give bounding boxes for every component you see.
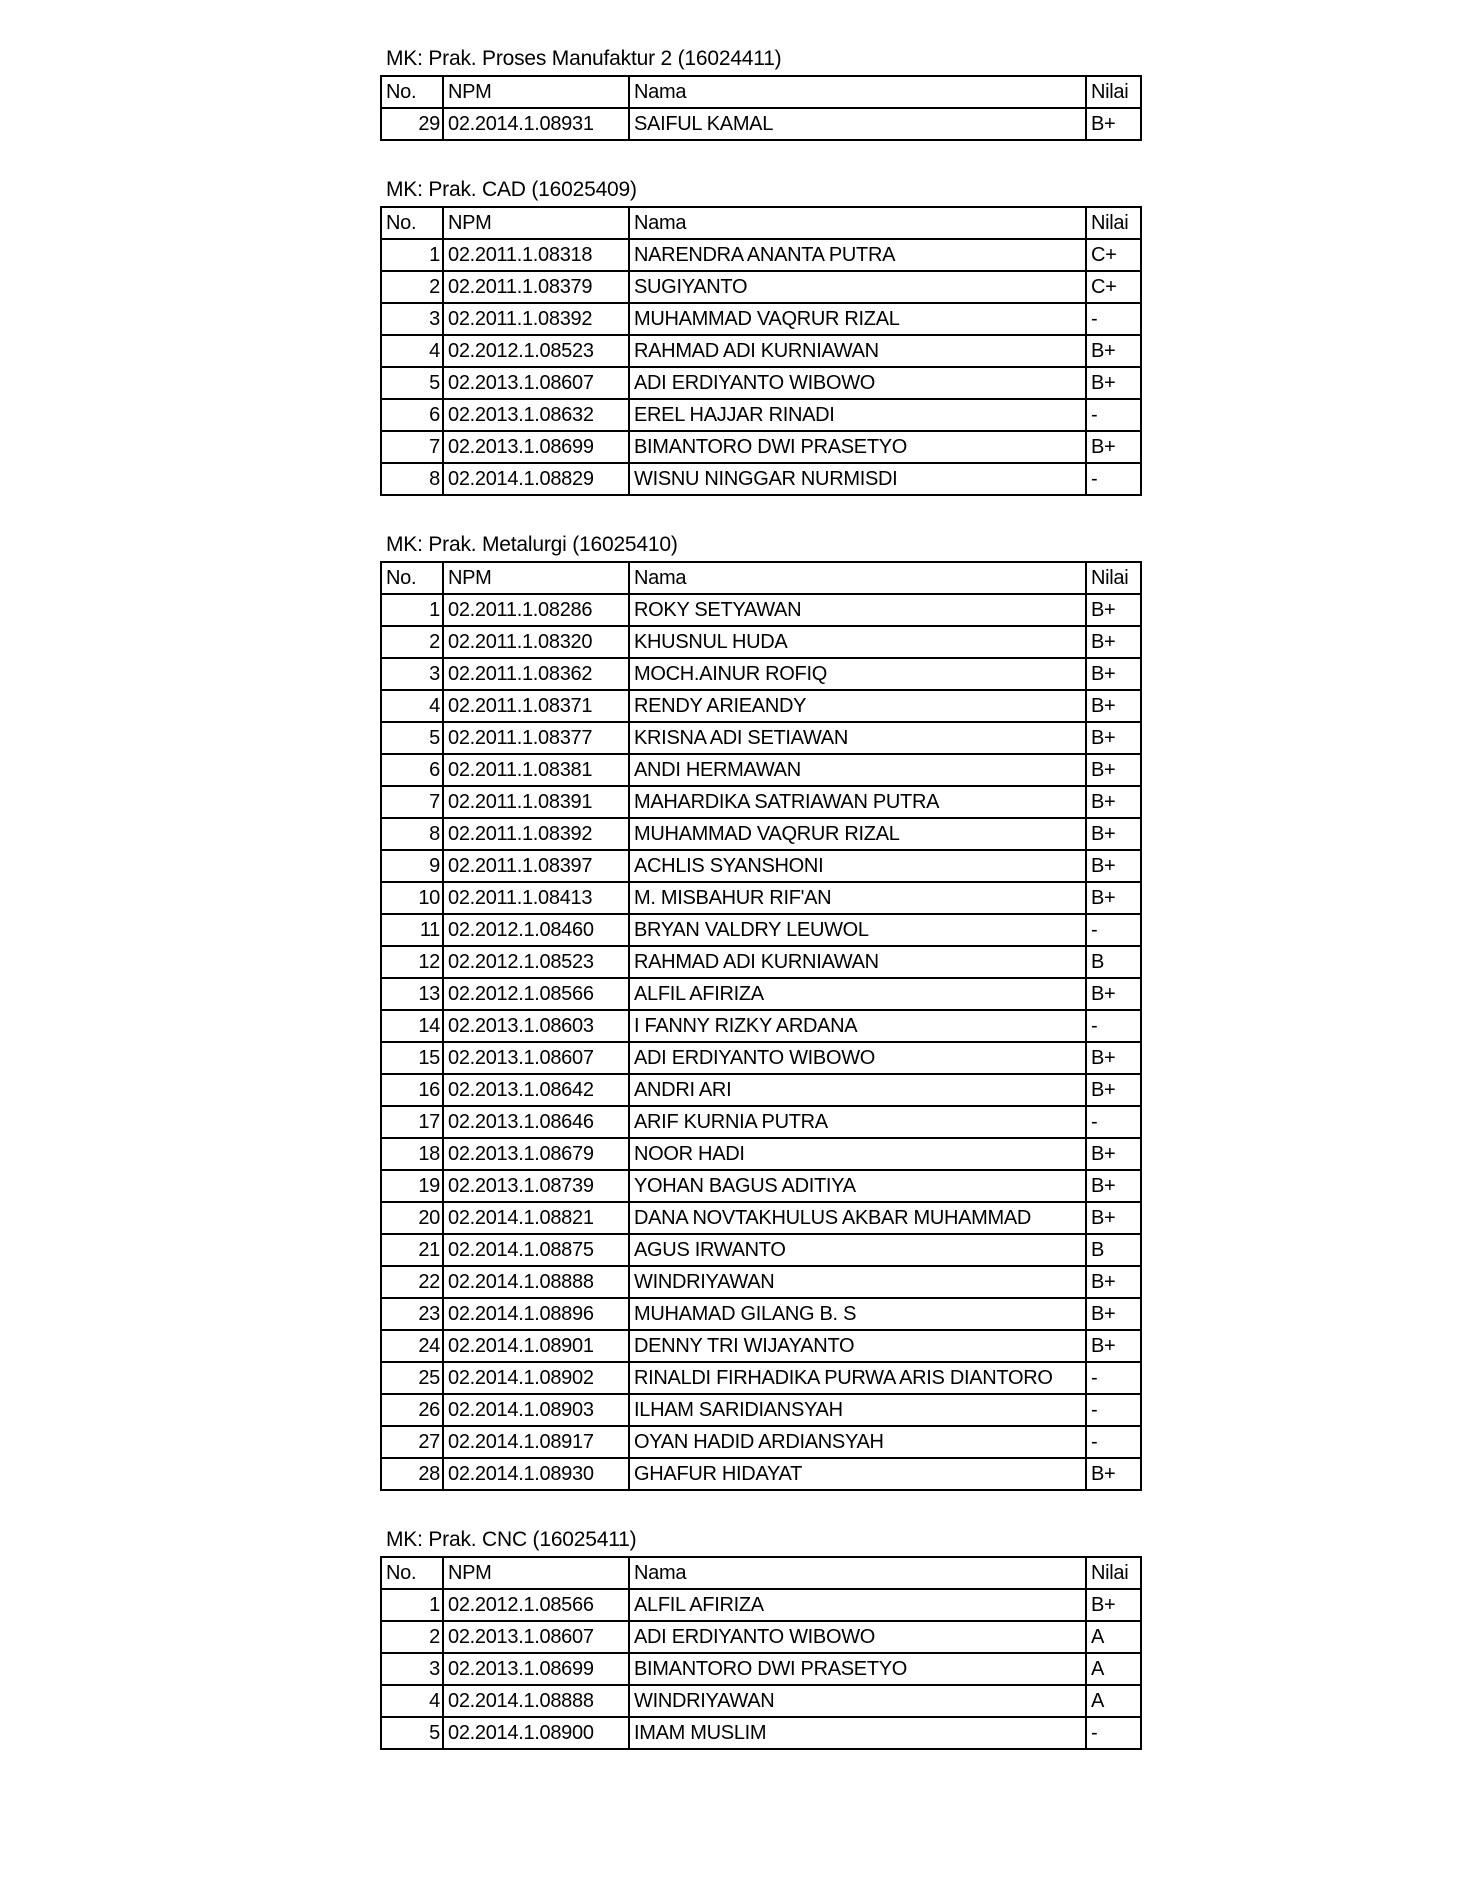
cell-nama: WISNU NINGGAR NURMISDI	[629, 463, 1086, 495]
cell-nilai: -	[1086, 1362, 1141, 1394]
col-header-npm: NPM	[443, 76, 629, 108]
cell-no: 2	[381, 271, 443, 303]
cell-nilai: B+	[1086, 754, 1141, 786]
cell-no: 1	[381, 239, 443, 271]
cell-npm: 02.2011.1.08392	[443, 818, 629, 850]
student-row	[381, 108, 1141, 140]
cell-nama: I FANNY RIZKY ARDANA	[629, 1010, 1086, 1042]
cell-nama: MUHAMMAD VAQRUR RIZAL	[629, 818, 1086, 850]
cell-no: 4	[381, 335, 443, 367]
student-row	[381, 658, 1141, 690]
col-header-npm: NPM	[443, 562, 629, 594]
cell-npm: 02.2011.1.08371	[443, 690, 629, 722]
cell-no: 24	[381, 1330, 443, 1362]
cell-no: 27	[381, 1426, 443, 1458]
cell-npm: 02.2013.1.08603	[443, 1010, 629, 1042]
cell-nilai: B	[1086, 1234, 1141, 1266]
cell-nilai: B+	[1086, 1202, 1141, 1234]
cell-npm: 02.2012.1.08566	[443, 1589, 629, 1621]
grade-table-body	[381, 1589, 1141, 1749]
student-row	[381, 1170, 1141, 1202]
student-row	[381, 1717, 1141, 1749]
cell-npm: 02.2011.1.08286	[443, 594, 629, 626]
cell-npm: 02.2014.1.08896	[443, 1298, 629, 1330]
cell-no: 1	[381, 1589, 443, 1621]
cell-npm: 02.2013.1.08632	[443, 399, 629, 431]
cell-npm: 02.2011.1.08362	[443, 658, 629, 690]
cell-nama: ADI ERDIYANTO WIBOWO	[629, 367, 1086, 399]
student-row	[381, 335, 1141, 367]
cell-nilai: B+	[1086, 786, 1141, 818]
cell-npm: 02.2011.1.08377	[443, 722, 629, 754]
cell-nilai: B+	[1086, 594, 1141, 626]
student-row	[381, 1685, 1141, 1717]
cell-npm: 02.2013.1.08607	[443, 1042, 629, 1074]
cell-nilai: B	[1086, 946, 1141, 978]
col-header-no: No.	[381, 207, 443, 239]
cell-npm: 02.2014.1.08829	[443, 463, 629, 495]
cell-nama: DANA NOVTAKHULUS AKBAR MUHAMMAD	[629, 1202, 1086, 1234]
cell-npm: 02.2011.1.08318	[443, 239, 629, 271]
cell-nilai: B+	[1086, 658, 1141, 690]
student-row	[381, 1621, 1141, 1653]
cell-nama: SUGIYANTO	[629, 271, 1086, 303]
cell-nama: IMAM MUSLIM	[629, 1717, 1086, 1749]
cell-nama: RAHMAD ADI KURNIAWAN	[629, 335, 1086, 367]
cell-nilai: A	[1086, 1621, 1141, 1653]
cell-npm: 02.2011.1.08391	[443, 786, 629, 818]
cell-no: 19	[381, 1170, 443, 1202]
cell-nilai: C+	[1086, 271, 1141, 303]
cell-npm: 02.2013.1.08646	[443, 1106, 629, 1138]
grade-table-body	[381, 239, 1141, 495]
cell-nilai: B+	[1086, 1170, 1141, 1202]
cell-nama: YOHAN BAGUS ADITIYA	[629, 1170, 1086, 1202]
cell-nama: WINDRIYAWAN	[629, 1685, 1086, 1717]
cell-nama: BIMANTORO DWI PRASETYO	[629, 431, 1086, 463]
col-header-no: No.	[381, 1557, 443, 1589]
cell-no: 17	[381, 1106, 443, 1138]
cell-no: 13	[381, 978, 443, 1010]
cell-nama: MAHARDIKA SATRIAWAN PUTRA	[629, 786, 1086, 818]
cell-nama: MUHAMAD GILANG B. S	[629, 1298, 1086, 1330]
cell-no: 5	[381, 1717, 443, 1749]
student-row	[381, 722, 1141, 754]
student-row	[381, 1266, 1141, 1298]
cell-no: 10	[381, 882, 443, 914]
cell-no: 6	[381, 754, 443, 786]
col-header-nilai: Nilai	[1086, 76, 1141, 108]
cell-no: 7	[381, 786, 443, 818]
grade-table	[380, 75, 1142, 141]
cell-npm: 02.2011.1.08379	[443, 271, 629, 303]
header-row	[381, 76, 1141, 108]
col-header-npm: NPM	[443, 1557, 629, 1589]
cell-nama: MOCH.AINUR ROFIQ	[629, 658, 1086, 690]
cell-nilai: B+	[1086, 1298, 1141, 1330]
cell-nama: ALFIL AFIRIZA	[629, 1589, 1086, 1621]
cell-nama: KRISNA ADI SETIAWAN	[629, 722, 1086, 754]
cell-no: 8	[381, 818, 443, 850]
student-row	[381, 978, 1141, 1010]
cell-no: 23	[381, 1298, 443, 1330]
cell-nama: EREL HAJJAR RINADI	[629, 399, 1086, 431]
student-row	[381, 1653, 1141, 1685]
student-row	[381, 626, 1141, 658]
cell-npm: 02.2013.1.08642	[443, 1074, 629, 1106]
cell-npm: 02.2014.1.08917	[443, 1426, 629, 1458]
course-section	[380, 177, 1467, 496]
student-row	[381, 1010, 1141, 1042]
cell-nilai: -	[1086, 1010, 1141, 1042]
student-row	[381, 399, 1141, 431]
student-row	[381, 946, 1141, 978]
cell-nilai: B+	[1086, 108, 1141, 140]
cell-no: 6	[381, 399, 443, 431]
cell-nilai: -	[1086, 1717, 1141, 1749]
student-row	[381, 1394, 1141, 1426]
col-header-nama: Nama	[629, 76, 1086, 108]
cell-no: 2	[381, 1621, 443, 1653]
course-section	[380, 1527, 1467, 1750]
cell-nilai: B+	[1086, 431, 1141, 463]
cell-nama: NARENDRA ANANTA PUTRA	[629, 239, 1086, 271]
cell-npm: 02.2011.1.08413	[443, 882, 629, 914]
cell-nama: M. MISBAHUR RIF'AN	[629, 882, 1086, 914]
cell-nama: RINALDI FIRHADIKA PURWA ARIS DIANTORO	[629, 1362, 1086, 1394]
cell-nilai: B+	[1086, 1042, 1141, 1074]
student-row	[381, 1589, 1141, 1621]
cell-no: 25	[381, 1362, 443, 1394]
col-header-nama: Nama	[629, 1557, 1086, 1589]
cell-nilai: B+	[1086, 1074, 1141, 1106]
student-row	[381, 818, 1141, 850]
cell-no: 2	[381, 626, 443, 658]
cell-no: 5	[381, 367, 443, 399]
cell-npm: 02.2013.1.08679	[443, 1138, 629, 1170]
student-row	[381, 882, 1141, 914]
cell-nilai: -	[1086, 399, 1141, 431]
cell-nilai: B+	[1086, 1330, 1141, 1362]
cell-nama: SAIFUL KAMAL	[629, 108, 1086, 140]
cell-no: 28	[381, 1458, 443, 1490]
cell-nama: ALFIL AFIRIZA	[629, 978, 1086, 1010]
col-header-no: No.	[381, 562, 443, 594]
student-row	[381, 1362, 1141, 1394]
cell-nama: ADI ERDIYANTO WIBOWO	[629, 1042, 1086, 1074]
student-row	[381, 431, 1141, 463]
header-row	[381, 207, 1141, 239]
cell-npm: 02.2012.1.08460	[443, 914, 629, 946]
cell-npm: 02.2013.1.08607	[443, 367, 629, 399]
cell-no: 4	[381, 1685, 443, 1717]
cell-npm: 02.2014.1.08902	[443, 1362, 629, 1394]
grade-table-body	[381, 108, 1141, 140]
cell-npm: 02.2012.1.08523	[443, 946, 629, 978]
cell-nilai: B+	[1086, 722, 1141, 754]
student-row	[381, 303, 1141, 335]
student-row	[381, 1202, 1141, 1234]
cell-nilai: -	[1086, 1106, 1141, 1138]
cell-nilai: B+	[1086, 1589, 1141, 1621]
cell-npm: 02.2011.1.08320	[443, 626, 629, 658]
cell-no: 7	[381, 431, 443, 463]
col-header-nilai: Nilai	[1086, 1557, 1141, 1589]
cell-npm: 02.2014.1.08888	[443, 1266, 629, 1298]
cell-nilai: A	[1086, 1653, 1141, 1685]
cell-nama: ROKY SETYAWAN	[629, 594, 1086, 626]
student-row	[381, 463, 1141, 495]
course-title: MK: Prak. CNC (16025411)	[386, 1528, 637, 1551]
cell-nilai: -	[1086, 303, 1141, 335]
col-header-nama: Nama	[629, 562, 1086, 594]
cell-npm: 02.2014.1.08888	[443, 1685, 629, 1717]
cell-nama: KHUSNUL HUDA	[629, 626, 1086, 658]
cell-no: 11	[381, 914, 443, 946]
cell-nama: BRYAN VALDRY LEUWOL	[629, 914, 1086, 946]
course-section	[380, 532, 1467, 1491]
col-header-nilai: Nilai	[1086, 562, 1141, 594]
cell-nama: BIMANTORO DWI PRASETYO	[629, 1653, 1086, 1685]
cell-no: 9	[381, 850, 443, 882]
course-title: MK: Prak. Proses Manufaktur 2 (16024411)	[386, 47, 782, 70]
student-row	[381, 1042, 1141, 1074]
cell-nilai: -	[1086, 1426, 1141, 1458]
cell-no: 5	[381, 722, 443, 754]
cell-no: 20	[381, 1202, 443, 1234]
cell-no: 3	[381, 658, 443, 690]
cell-no: 8	[381, 463, 443, 495]
cell-nilai: B+	[1086, 850, 1141, 882]
student-row	[381, 914, 1141, 946]
cell-nilai: A	[1086, 1685, 1141, 1717]
header-row	[381, 562, 1141, 594]
col-header-nama: Nama	[629, 207, 1086, 239]
cell-npm: 02.2013.1.08699	[443, 1653, 629, 1685]
cell-nilai: B+	[1086, 626, 1141, 658]
cell-npm: 02.2014.1.08930	[443, 1458, 629, 1490]
student-row	[381, 754, 1141, 786]
cell-nama: ANDRI ARI	[629, 1074, 1086, 1106]
cell-no: 29	[381, 108, 443, 140]
cell-no: 14	[381, 1010, 443, 1042]
cell-nama: RENDY ARIEANDY	[629, 690, 1086, 722]
cell-npm: 02.2013.1.08699	[443, 431, 629, 463]
cell-nama: ILHAM SARIDIANSYAH	[629, 1394, 1086, 1426]
student-row	[381, 367, 1141, 399]
cell-nama: MUHAMMAD VAQRUR RIZAL	[629, 303, 1086, 335]
student-row	[381, 1330, 1141, 1362]
student-row	[381, 1106, 1141, 1138]
student-row	[381, 1234, 1141, 1266]
cell-nama: ADI ERDIYANTO WIBOWO	[629, 1621, 1086, 1653]
student-row	[381, 1074, 1141, 1106]
student-row	[381, 1426, 1141, 1458]
cell-nilai: C+	[1086, 239, 1141, 271]
cell-no: 3	[381, 303, 443, 335]
cell-no: 15	[381, 1042, 443, 1074]
cell-npm: 02.2014.1.08875	[443, 1234, 629, 1266]
cell-nilai: B+	[1086, 1458, 1141, 1490]
cell-nama: WINDRIYAWAN	[629, 1266, 1086, 1298]
student-row	[381, 786, 1141, 818]
cell-nama: DENNY TRI WIJAYANTO	[629, 1330, 1086, 1362]
cell-nilai: -	[1086, 463, 1141, 495]
grade-table	[380, 561, 1142, 1491]
student-row	[381, 271, 1141, 303]
cell-nilai: B+	[1086, 335, 1141, 367]
cell-no: 22	[381, 1266, 443, 1298]
cell-nilai: B+	[1086, 882, 1141, 914]
cell-nilai: B+	[1086, 818, 1141, 850]
cell-nama: OYAN HADID ARDIANSYAH	[629, 1426, 1086, 1458]
col-header-no: No.	[381, 76, 443, 108]
grade-table	[380, 206, 1142, 496]
cell-npm: 02.2013.1.08739	[443, 1170, 629, 1202]
cell-npm: 02.2014.1.08901	[443, 1330, 629, 1362]
cell-nilai: -	[1086, 914, 1141, 946]
course-title: MK: Prak. Metalurgi (16025410)	[386, 533, 678, 556]
cell-npm: 02.2013.1.08607	[443, 1621, 629, 1653]
grade-table	[380, 1556, 1142, 1750]
grade-table-body	[381, 594, 1141, 1490]
cell-npm: 02.2014.1.08903	[443, 1394, 629, 1426]
cell-no: 16	[381, 1074, 443, 1106]
student-row	[381, 594, 1141, 626]
student-row	[381, 850, 1141, 882]
cell-nilai: B+	[1086, 1266, 1141, 1298]
cell-nama: AGUS IRWANTO	[629, 1234, 1086, 1266]
col-header-npm: NPM	[443, 207, 629, 239]
student-row	[381, 1298, 1141, 1330]
cell-nama: ARIF KURNIA PUTRA	[629, 1106, 1086, 1138]
cell-no: 18	[381, 1138, 443, 1170]
header-row	[381, 1557, 1141, 1589]
student-row	[381, 239, 1141, 271]
cell-npm: 02.2011.1.08381	[443, 754, 629, 786]
cell-no: 21	[381, 1234, 443, 1266]
cell-npm: 02.2014.1.08931	[443, 108, 629, 140]
cell-nilai: B+	[1086, 367, 1141, 399]
col-header-nilai: Nilai	[1086, 207, 1141, 239]
cell-nilai: B+	[1086, 690, 1141, 722]
cell-npm: 02.2012.1.08523	[443, 335, 629, 367]
cell-nama: RAHMAD ADI KURNIAWAN	[629, 946, 1086, 978]
cell-npm: 02.2012.1.08566	[443, 978, 629, 1010]
cell-no: 1	[381, 594, 443, 626]
cell-npm: 02.2011.1.08392	[443, 303, 629, 335]
cell-nama: ANDI HERMAWAN	[629, 754, 1086, 786]
course-title: MK: Prak. CAD (16025409)	[386, 178, 637, 201]
cell-nama: ACHLIS SYANSHONI	[629, 850, 1086, 882]
cell-no: 26	[381, 1394, 443, 1426]
student-row	[381, 690, 1141, 722]
cell-npm: 02.2014.1.08900	[443, 1717, 629, 1749]
cell-nama: NOOR HADI	[629, 1138, 1086, 1170]
cell-nilai: B+	[1086, 1138, 1141, 1170]
student-row	[381, 1458, 1141, 1490]
cell-nilai: B+	[1086, 978, 1141, 1010]
cell-npm: 02.2011.1.08397	[443, 850, 629, 882]
course-section	[380, 46, 1467, 141]
cell-no: 4	[381, 690, 443, 722]
cell-npm: 02.2014.1.08821	[443, 1202, 629, 1234]
cell-nilai: -	[1086, 1394, 1141, 1426]
cell-no: 12	[381, 946, 443, 978]
cell-nama: GHAFUR HIDAYAT	[629, 1458, 1086, 1490]
cell-no: 3	[381, 1653, 443, 1685]
student-row	[381, 1138, 1141, 1170]
